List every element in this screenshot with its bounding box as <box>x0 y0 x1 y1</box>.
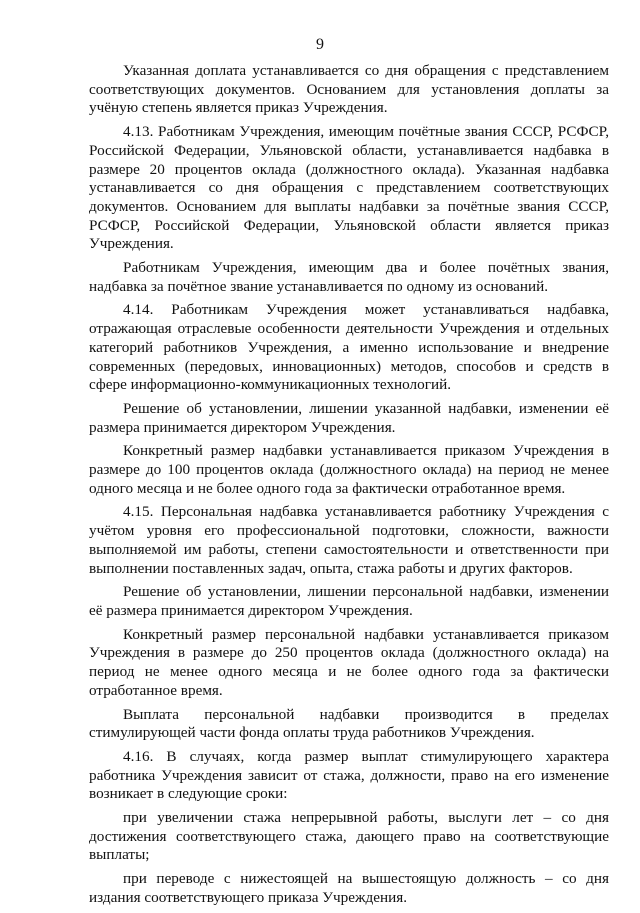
page-number: 9 <box>316 36 324 53</box>
paragraph: Выплата персональной надбавки производится в пределах стимулирующей части фонда оплаты труда работников Учреждения. <box>89 705 609 742</box>
paragraph: при переводе с нижестоящей на вышестоящую должность – со дня издания соответствующего приказа Учреждения. <box>89 870 609 906</box>
paragraph: Указанная доплата устанавливается со дня обращения с представлением соответствующих документов. Основанием для установления доплаты за учёную степень является приказ Учреждения. <box>89 62 609 117</box>
paragraph: Конкретный размер персональной надбавки устанавливается приказом Учреждения в размере до 250 процентов оклада (должностного оклада) на период не менее одного месяца и не более одного года за фактически отработанное время. <box>89 625 609 699</box>
paragraph: 4.13. Работникам Учреждения, имеющим почётные звания СССР, РСФСР, Российской Федерации, Ульяновской области, устанавливается надбавка в размере 20 процентов оклада (должностного оклада). Указанная надбавка устанавливается со дня обращения с представлением соответствующих документов. Основанием для выплаты надбавки за почётные звания СССР, РСФСР, Российской Федерации, Ульяновской области является приказ Учреждения. <box>89 123 609 253</box>
paragraph: Конкретный размер надбавки устанавливается приказом Учреждения в размере до 100 процентов оклада (должностного оклада) на период не менее одного месяца и не более одного года за фактически отработанное время. <box>89 442 609 497</box>
document-body <box>89 62 609 913</box>
paragraph: 4.16. В случаях, когда размер выплат стимулирующего характера работника Учреждения зависит от стажа, должности, право на его изменение возникает в следующие сроки: <box>89 747 609 803</box>
paragraph: при увеличении стажа непрерывной работы, выслуги лет – со дня достижения соответствующего стажа, дающего право на соответствующие выплаты; <box>89 809 609 864</box>
paragraph: 4.15. Персональная надбавка устанавливается работнику Учреждения с учётом уровня его профессиональной подготовки, сложности, важности выполняемой им работы, степени самостоятельности и ответственности при выполнении поставленных задач, опыта, стажа работы и других факторов. <box>89 503 609 577</box>
paragraph: 4.14. Работникам Учреждения может устанавливаться надбавка, отражающая отраслевые особенности деятельности Учреждения и отдельных категорий работников Учреждения, а именно использование и внедрение современных (передовых, инновационных) методов, способов и средств в сфере информационно-коммуникационных технологий. <box>89 301 609 394</box>
paragraph: Решение об установлении, лишении персональной надбавки, изменении её размера принимается директором Учреждения. <box>89 583 609 619</box>
paragraph: Работникам Учреждения, имеющим два и более почётных звания, надбавка за почётное звание устанавливается по одному из оснований. <box>89 259 609 295</box>
paragraph: Решение об установлении, лишении указанной надбавки, изменении её размера принимается директором Учреждения. <box>89 399 609 436</box>
